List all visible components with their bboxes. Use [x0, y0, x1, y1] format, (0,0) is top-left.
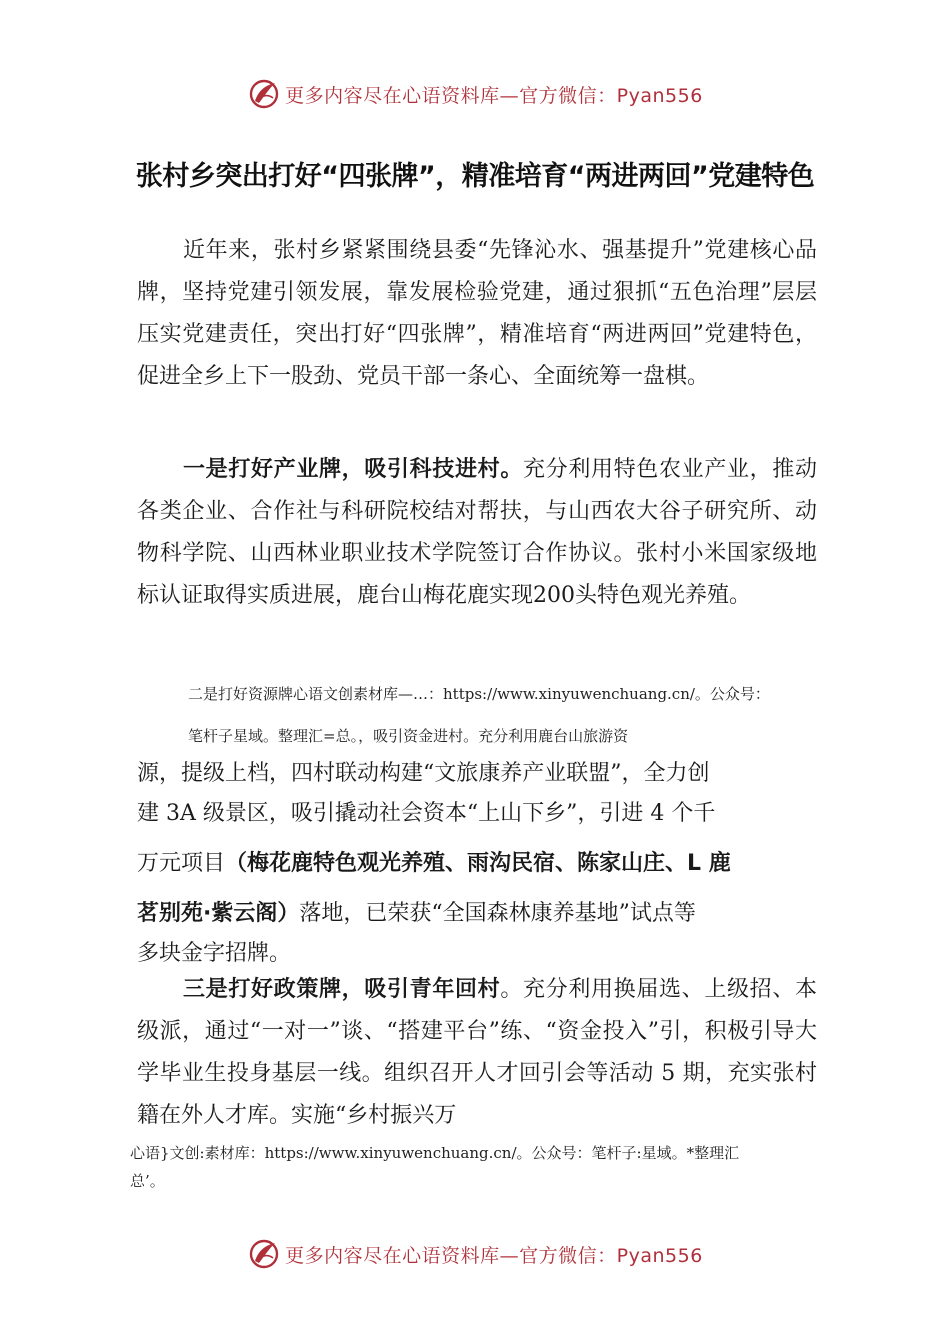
section-two-line: 源，提级上档，四村联动构建“文旅康养产业联盟”，全力创	[137, 761, 710, 786]
section-one-body: 充分利用特色农业产业，推动各类企业、合作社与科研院校结对帮扶，与山西农大谷子研究所、动物科学院、山西林业职业技术学院签订合作协议。张村小米国家级地标认证取得实质进展，鹿台山梅花鹿实现200头特色观光养殖。	[137, 457, 817, 608]
intro-paragraph: 近年来，张村乡紧紧围绕县委“先锋沁水、强基提升”党建核心品牌，坚持党建引领发展，靠发展检验党建，通过狠抓“五色治理”层层压实党建责任，突出打好“四张牌”，精准培育“两进两回”党建特色，促进全乡上下一股劲、党员干部一条心、全面统筹一盘棋。	[137, 238, 817, 389]
page-title: 张村乡突出打好“四张牌”，精准培育“两进两回”党建特色	[135, 161, 815, 192]
section-one-heading: 一是打好产业牌，吸引科技进村。	[183, 457, 523, 482]
footer-note-line: 总’。	[130, 1172, 165, 1190]
logo-icon	[247, 1237, 281, 1271]
section-two-line: 建 3A 级景区，吸引撬动社会资本“上山下乡”，引进 4 个千	[137, 801, 716, 826]
footer-banner	[0, 1234, 950, 1274]
footer-note-line: 心语}文创:素材库：https://www.xinyuwenchuang.cn/。公众号：笔杆子:星域。*整理汇	[130, 1144, 740, 1162]
section-one-paragraph	[137, 449, 817, 617]
logo-icon	[247, 77, 281, 111]
section-three-paragraph	[137, 969, 817, 1137]
section-two-line: 茗别苑·紫云阁）落地，已荣获“全国森林康养基地”试点等	[137, 901, 696, 926]
section-two-line: 多块金字招牌。	[137, 941, 292, 966]
section-two-note-line: 笔杆子星域。整理汇=总。，吸引资金进村。充分利用鹿台山旅游资	[188, 727, 629, 745]
header-banner	[0, 74, 950, 114]
banner-text: 更多内容尽在心语资料库—官方微信：Pyan556	[285, 84, 703, 107]
section-three-body: 。充分利用换届选、上级招、本级派，通过“一对一”谈、“搭建平台”练、“资金投入”引，积极引导大学毕业生投身基层一线。组织召开人才回引会等活动 5 期，充实张村籍在外人才库。实施“乡村振兴万	[137, 977, 817, 1128]
section-two-note-line: 二是打好资源牌心语文创素材库—…：https://www.xinyuwenchuang.cn/。公众号：	[188, 685, 770, 703]
section-two-line: 万元项目（梅花鹿特色观光养殖、雨沟民宿、陈家山庄、L 鹿	[137, 851, 731, 876]
section-three-heading: 三是打好政策牌，吸引青年回村	[183, 977, 501, 1002]
banner-text: 更多内容尽在心语资料库—官方微信：Pyan556	[285, 1244, 703, 1267]
